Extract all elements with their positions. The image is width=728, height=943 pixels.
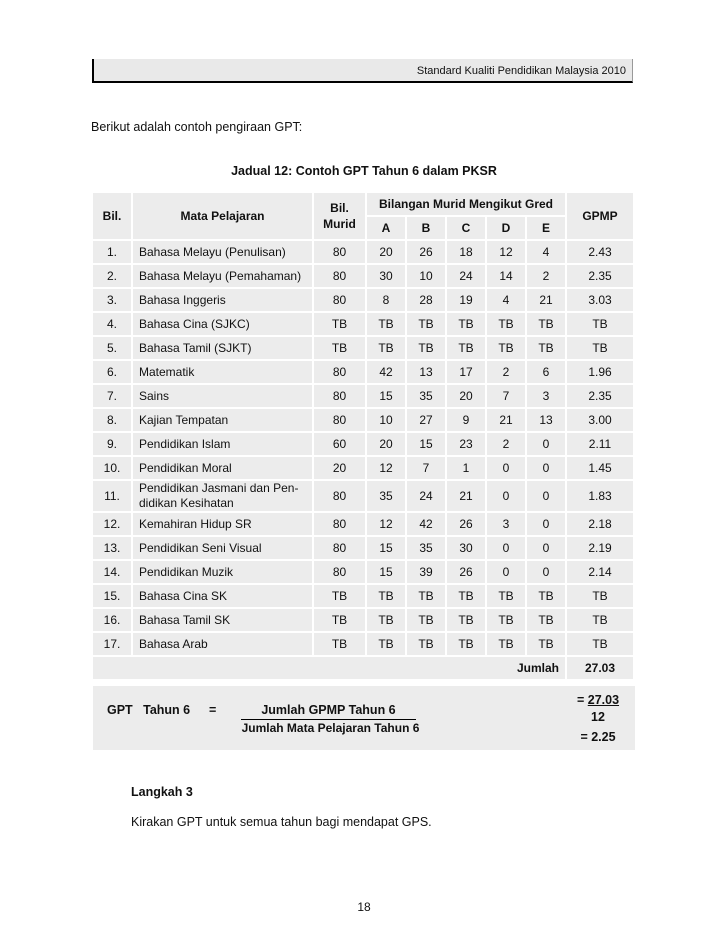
row-bil: 13. [93, 537, 133, 561]
row-grade-b: 35 [407, 537, 447, 561]
row-grade-e: 21 [527, 289, 567, 313]
row-bil: 14. [93, 561, 133, 585]
row-grade-e: 0 [527, 561, 567, 585]
row-murid: 80 [314, 241, 367, 265]
row-grade-c: 1 [447, 457, 487, 481]
row-grade-c: TB [447, 313, 487, 337]
row-grade-d: 0 [487, 457, 527, 481]
row-grade-c: 26 [447, 561, 487, 585]
row-murid: 80 [314, 289, 367, 313]
row-grade-a: TB [367, 633, 407, 657]
row-grade-a: TB [367, 609, 407, 633]
row-subject: Bahasa Arab [133, 633, 314, 657]
row-grade-c: 26 [447, 513, 487, 537]
row-grade-e: 6 [527, 361, 567, 385]
header-grade-e: E [527, 217, 567, 241]
table-row [93, 385, 635, 409]
result-denominator: 12 [591, 710, 605, 724]
row-subject: Pendidikan Muzik [133, 561, 314, 585]
row-murid: TB [314, 585, 367, 609]
row-murid: 60 [314, 433, 367, 457]
row-grade-a: 15 [367, 385, 407, 409]
table-row [93, 313, 635, 337]
formula-label: GPT Tahun 6 [107, 703, 191, 717]
row-bil: 8. [93, 409, 133, 433]
row-grade-e: TB [527, 313, 567, 337]
row-grade-d: TB [487, 585, 527, 609]
row-grade-d: 3 [487, 513, 527, 537]
table-row [93, 337, 635, 361]
row-grade-a: 30 [367, 265, 407, 289]
row-gpmp: 3.03 [567, 289, 635, 313]
page-number: 18 [357, 900, 371, 914]
row-gpmp: TB [567, 633, 635, 657]
row-grade-e: 0 [527, 513, 567, 537]
header-subject: Mata Pelajaran [133, 193, 314, 241]
row-grade-b: 35 [407, 385, 447, 409]
row-subject: Kemahiran Hidup SR [133, 513, 314, 537]
row-bil: 15. [93, 585, 133, 609]
formula-equals: = [209, 703, 217, 717]
row-grade-a: 12 [367, 513, 407, 537]
table-row [93, 609, 635, 633]
row-grade-b: 7 [407, 457, 447, 481]
header-grade-c: C [447, 217, 487, 241]
table-row [93, 457, 635, 481]
row-subject: Bahasa Melayu (Pemahaman) [133, 265, 314, 289]
row-grade-d: 0 [487, 481, 527, 513]
intro-text: Berikut adalah contoh pengiraan GPT: [91, 120, 303, 134]
table-caption: Jadual 12: Contoh GPT Tahun 6 dalam PKSR [231, 164, 497, 178]
result-eq: = [576, 693, 585, 707]
table-row [93, 633, 635, 657]
row-gpmp: 2.11 [567, 433, 635, 457]
row-grade-b: 42 [407, 513, 447, 537]
row-grade-a: 42 [367, 361, 407, 385]
row-grade-d: 14 [487, 265, 527, 289]
row-subject: Bahasa Cina SK [133, 585, 314, 609]
row-grade-e: 0 [527, 537, 567, 561]
row-grade-d: 0 [487, 561, 527, 585]
row-murid: TB [314, 313, 367, 337]
row-murid: 80 [314, 537, 367, 561]
row-grade-d: 2 [487, 433, 527, 457]
row-grade-a: 35 [367, 481, 407, 513]
row-murid: 80 [314, 513, 367, 537]
table-row [93, 361, 635, 385]
row-murid: 80 [314, 265, 367, 289]
row-grade-b: TB [407, 609, 447, 633]
row-bil: 7. [93, 385, 133, 409]
row-gpmp: 2.18 [567, 513, 635, 537]
row-grade-a: TB [367, 585, 407, 609]
row-subject: Matematik [133, 361, 314, 385]
table-row [93, 513, 635, 537]
row-grade-a: TB [367, 337, 407, 361]
formula-numerator: Jumlah GPMP Tahun 6 [241, 703, 416, 720]
row-gpmp: 2.35 [567, 385, 635, 409]
row-murid: 80 [314, 481, 367, 513]
row-murid: 80 [314, 385, 367, 409]
row-grade-d: 7 [487, 385, 527, 409]
row-gpmp: 3.00 [567, 409, 635, 433]
step-title: Langkah 3 [131, 785, 193, 799]
step-text: Kirakan GPT untuk semua tahun bagi mendapat GPS. [131, 815, 432, 829]
row-bil: 12. [93, 513, 133, 537]
table-row [93, 409, 635, 433]
row-grade-e: 2 [527, 265, 567, 289]
row-grade-b: 28 [407, 289, 447, 313]
row-bil: 11. [93, 481, 133, 513]
row-grade-a: 8 [367, 289, 407, 313]
row-subject: Bahasa Inggeris [133, 289, 314, 313]
row-grade-e: 3 [527, 385, 567, 409]
row-murid: 80 [314, 361, 367, 385]
header-grade-group: Bilangan Murid Mengikut Gred [367, 193, 567, 217]
table-row [93, 289, 635, 313]
row-bil: 10. [93, 457, 133, 481]
row-grade-b: TB [407, 337, 447, 361]
row-bil: 17. [93, 633, 133, 657]
row-grade-d: TB [487, 337, 527, 361]
row-grade-c: 24 [447, 265, 487, 289]
row-grade-c: TB [447, 633, 487, 657]
row-subject: Bahasa Tamil SK [133, 609, 314, 633]
row-grade-e: 0 [527, 433, 567, 457]
row-grade-c: 9 [447, 409, 487, 433]
row-grade-d: TB [487, 633, 527, 657]
page-header [92, 59, 633, 83]
row-grade-b: 24 [407, 481, 447, 513]
row-bil: 1. [93, 241, 133, 265]
row-grade-e: TB [527, 609, 567, 633]
row-grade-c: TB [447, 337, 487, 361]
row-grade-d: 4 [487, 289, 527, 313]
row-bil: 3. [93, 289, 133, 313]
table-row [93, 481, 635, 513]
row-grade-a: TB [367, 313, 407, 337]
formula-denominator: Jumlah Mata Pelajaran Tahun 6 [241, 721, 420, 735]
table-row [93, 561, 635, 585]
row-grade-c: TB [447, 585, 487, 609]
row-murid: 80 [314, 409, 367, 433]
row-bil: 6. [93, 361, 133, 385]
gpt-formula-box [93, 686, 635, 750]
row-grade-b: 39 [407, 561, 447, 585]
row-subject: Pendidikan Jasmani dan Pen-didikan Kesihatan [133, 481, 314, 513]
row-grade-b: 27 [407, 409, 447, 433]
row-grade-e: TB [527, 337, 567, 361]
row-murid: TB [314, 337, 367, 361]
row-grade-b: TB [407, 585, 447, 609]
row-grade-b: 13 [407, 361, 447, 385]
row-subject: Pendidikan Islam [133, 433, 314, 457]
row-gpmp: TB [567, 609, 635, 633]
table-row [93, 433, 635, 457]
row-grade-a: 15 [367, 537, 407, 561]
row-murid: 80 [314, 561, 367, 585]
result-fraction-top [563, 693, 633, 707]
row-gpmp: TB [567, 313, 635, 337]
row-grade-a: 20 [367, 241, 407, 265]
header-text: Standard Kualiti Pendidikan Malaysia 2010 [416, 65, 626, 77]
row-subject: Bahasa Tamil (SJKT) [133, 337, 314, 361]
row-gpmp: 2.35 [567, 265, 635, 289]
row-bil: 5. [93, 337, 133, 361]
row-grade-e: 0 [527, 481, 567, 513]
row-grade-e: 13 [527, 409, 567, 433]
row-grade-d: TB [487, 313, 527, 337]
row-grade-e: TB [527, 633, 567, 657]
gpt-table [93, 193, 635, 681]
row-grade-d: 0 [487, 537, 527, 561]
table-row [93, 265, 635, 289]
row-subject: Pendidikan Seni Visual [133, 537, 314, 561]
table-row [93, 585, 635, 609]
row-grade-b: 15 [407, 433, 447, 457]
row-grade-d: 12 [487, 241, 527, 265]
row-grade-e: TB [527, 585, 567, 609]
row-grade-c: TB [447, 609, 487, 633]
row-subject: Sains [133, 385, 314, 409]
header-murid-text: Bil. Murid [323, 201, 356, 231]
total-value: 27.03 [567, 657, 635, 681]
row-grade-c: 20 [447, 385, 487, 409]
row-grade-c: 17 [447, 361, 487, 385]
row-bil: 9. [93, 433, 133, 457]
row-grade-b: 26 [407, 241, 447, 265]
result-final: = 2.25 [580, 730, 616, 744]
table-row [93, 537, 635, 561]
row-bil: 4. [93, 313, 133, 337]
row-grade-c: 19 [447, 289, 487, 313]
row-grade-a: 10 [367, 409, 407, 433]
header-grade-b: B [407, 217, 447, 241]
row-gpmp: 1.96 [567, 361, 635, 385]
row-subject: Kajian Tempatan [133, 409, 314, 433]
row-gpmp: TB [567, 585, 635, 609]
row-gpmp: 2.43 [567, 241, 635, 265]
row-gpmp: 1.45 [567, 457, 635, 481]
total-row [93, 657, 635, 681]
row-grade-c: 30 [447, 537, 487, 561]
header-grade-a: A [367, 217, 407, 241]
row-gpmp: 2.19 [567, 537, 635, 561]
table-body [93, 241, 635, 657]
total-label: Jumlah [93, 657, 567, 681]
header-grade-d: D [487, 217, 527, 241]
row-grade-d: TB [487, 609, 527, 633]
row-grade-b: TB [407, 313, 447, 337]
row-grade-b: TB [407, 633, 447, 657]
row-subject: Pendidikan Moral [133, 457, 314, 481]
row-subject: Bahasa Cina (SJKC) [133, 313, 314, 337]
row-gpmp: 2.14 [567, 561, 635, 585]
row-grade-d: 2 [487, 361, 527, 385]
row-grade-e: 4 [527, 241, 567, 265]
row-murid: TB [314, 609, 367, 633]
header-murid [314, 193, 367, 241]
result-numerator: 27.03 [587, 693, 620, 707]
row-bil: 16. [93, 609, 133, 633]
row-grade-b: 10 [407, 265, 447, 289]
row-grade-c: 18 [447, 241, 487, 265]
table-row [93, 241, 635, 265]
row-grade-a: 15 [367, 561, 407, 585]
row-grade-a: 12 [367, 457, 407, 481]
row-bil: 2. [93, 265, 133, 289]
row-grade-a: 20 [367, 433, 407, 457]
row-grade-c: 21 [447, 481, 487, 513]
row-grade-d: 21 [487, 409, 527, 433]
row-murid: 20 [314, 457, 367, 481]
row-gpmp: TB [567, 337, 635, 361]
row-gpmp: 1.83 [567, 481, 635, 513]
row-murid: TB [314, 633, 367, 657]
header-bil: Bil. [93, 193, 133, 241]
row-subject: Bahasa Melayu (Penulisan) [133, 241, 314, 265]
row-grade-e: 0 [527, 457, 567, 481]
header-gpmp: GPMP [567, 193, 635, 241]
row-grade-c: 23 [447, 433, 487, 457]
